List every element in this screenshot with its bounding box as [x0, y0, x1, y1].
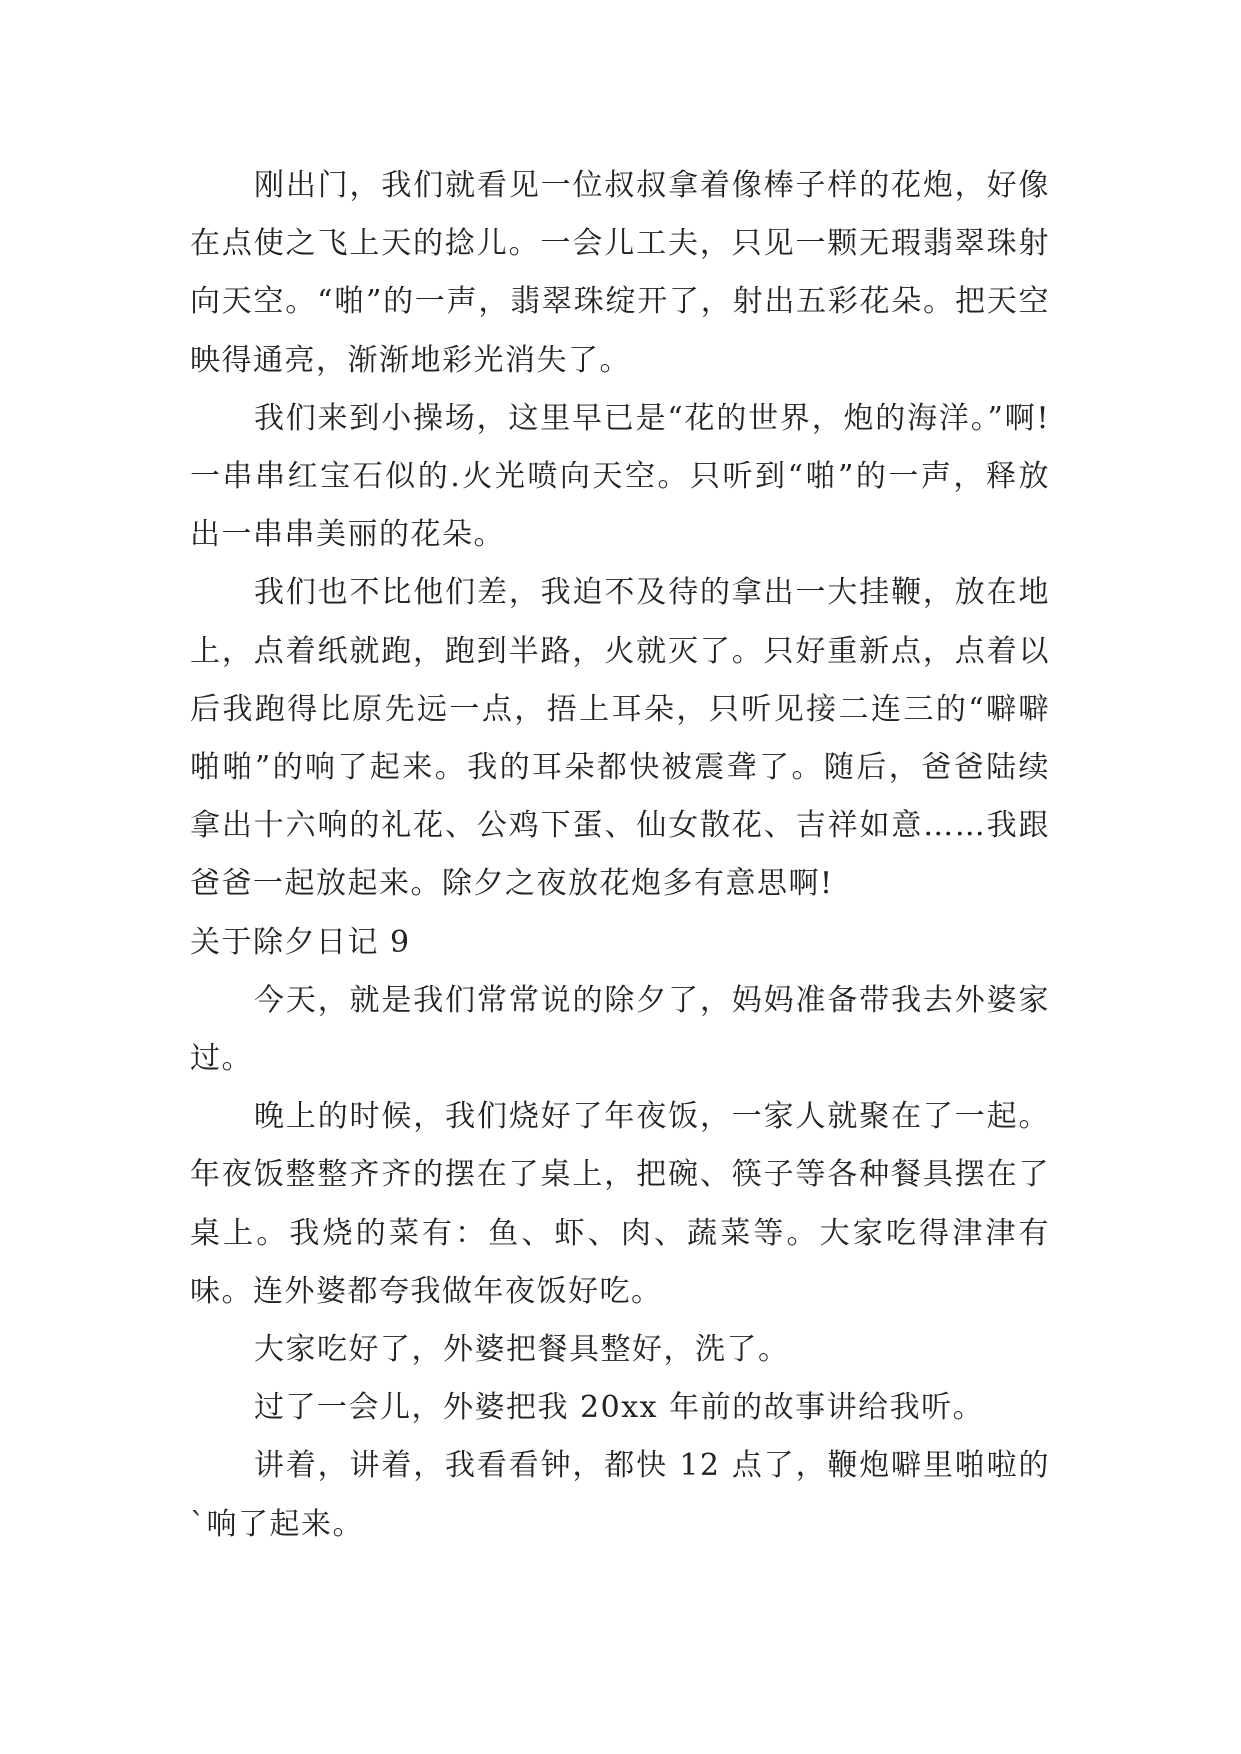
- paragraph-after-dinner: 大家吃好了，外婆把餐具整好，洗了。: [254, 1332, 790, 1368]
- document-body: [190, 157, 1050, 1554]
- section-title: 关于除夕日记 9: [190, 924, 411, 960]
- paragraph-fireworks-start: 刚出门，我们就看见一位叔叔拿着像棒子样的花炮，好像在点使之飞上天的捻儿。一会儿工夫，只见一颗无瑕翡翠珠射向天空。“啪”的一声，翡翠珠绽开了，射出五彩花朵。把天空映得通亮，渐渐地彩光消失了。: [190, 168, 1050, 378]
- paragraph-firecrackers: 我们也不比他们差，我迫不及待的拿出一大挂鞭，放在地上，点着纸就跑，跑到半路，火就灭了。只好重新点，点着以后我跑得比原先远一点，捂上耳朵，只听见接二连三的“噼噼啪啪”的响了起来。我的耳朵都快被震聋了。随后，爸爸陆续拿出十六响的礼花、公鸡下蛋、仙女散花、吉祥如意……我跟爸爸一起放起来。除夕之夜放花炮多有意思啊!: [190, 575, 1050, 902]
- paragraph-midnight: 讲着，讲着，我看看钟，都快 12 点了，鞭炮噼里啪啦的`响了起来。: [190, 1448, 1050, 1542]
- paragraph-dinner: 晚上的时候，我们烧好了年夜饭，一家人就聚在了一起。年夜饭整整齐齐的摆在了桌上，把碗、筷子等各种餐具摆在了桌上。我烧的菜有：鱼、虾、肉、蔬菜等。大家吃得津津有味。连外婆都夸我做年夜饭好吃。: [190, 1099, 1050, 1309]
- paragraph-playground: 我们来到小操场，这里早已是“花的世界，炮的海洋。”啊!一串串红宝石似的.火光喷向天空。只听到“啪”的一声，释放出一串串美丽的花朵。: [190, 400, 1050, 553]
- paragraph-new-year-eve: 今天，就是我们常常说的除夕了，妈妈准备带我去外婆家过。: [190, 982, 1050, 1077]
- paragraph-story: 过了一会儿，外婆把我 20xx 年前的故事讲给我听。: [254, 1390, 985, 1426]
